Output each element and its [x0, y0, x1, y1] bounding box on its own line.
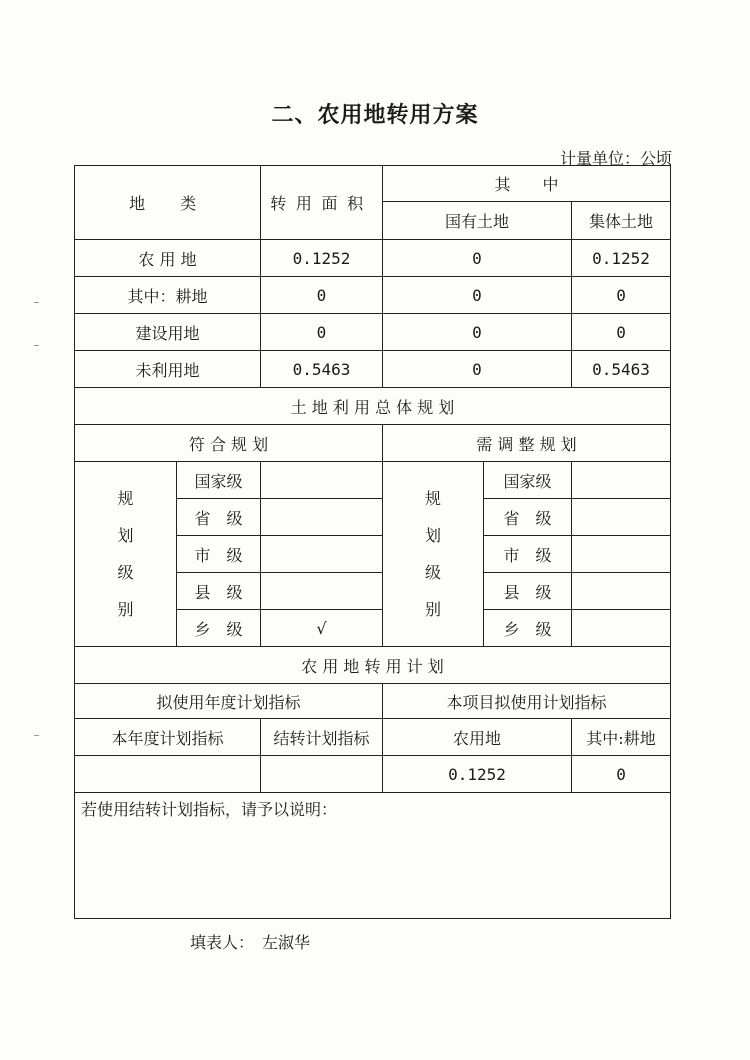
- row-area: 0.1252: [261, 240, 383, 277]
- note-cell: [75, 793, 671, 919]
- adjust-level-label: 规 划 级 别: [383, 462, 484, 647]
- conform-level: 省 级: [177, 499, 261, 536]
- col-carryover: 结转计划指标: [261, 719, 383, 756]
- row-state: 0: [383, 314, 572, 351]
- adjust-mark: [572, 573, 671, 610]
- header-collective-land: 集体土地: [572, 202, 671, 240]
- form-filler: 填表人： 左淑华: [190, 933, 311, 952]
- adjust-title: 需 调 整 规 划: [383, 425, 671, 462]
- header-area: 转用面积: [261, 166, 383, 240]
- conform-mark: [261, 536, 383, 573]
- row-state: 0: [383, 240, 572, 277]
- conform-mark: [261, 462, 383, 499]
- conform-mark: √: [261, 610, 383, 647]
- header-of-which: 其 中: [383, 166, 671, 202]
- header-state-land: 国有土地: [383, 202, 572, 240]
- adjust-mark: [572, 499, 671, 536]
- adjust-mark: [572, 536, 671, 573]
- adjust-level: 市 级: [484, 536, 572, 573]
- row-label: 未利用地: [75, 351, 261, 388]
- conform-title: 符 合 规 划: [75, 425, 383, 462]
- row-state: 0: [383, 351, 572, 388]
- val-arable: 0: [572, 756, 671, 793]
- col-farmland: 农用地: [383, 719, 572, 756]
- row-area: 0: [261, 314, 383, 351]
- row-collective: 0.5463: [572, 351, 671, 388]
- col-arable: 其中:耕地: [572, 719, 671, 756]
- table-row: [75, 314, 671, 351]
- col-this-year: 本年度计划指标: [75, 719, 261, 756]
- table-row: [75, 351, 671, 388]
- page-title: 二、农用地转用方案: [271, 103, 479, 128]
- row-collective: 0: [572, 277, 671, 314]
- conform-level-label: 规 划 级 别: [75, 462, 177, 647]
- conform-level: 国家级: [177, 462, 261, 499]
- adjust-level: 县 级: [484, 573, 572, 610]
- note-text: 若使用结转计划指标，请予以说明：: [81, 800, 338, 819]
- row-label: 农 用 地: [75, 240, 261, 277]
- planning-section-title: 土 地 利 用 总 体 规 划: [75, 388, 671, 425]
- margin-mark: [34, 735, 39, 736]
- adjust-level: 国家级: [484, 462, 572, 499]
- adjust-mark: [572, 610, 671, 647]
- row-label: 其中：耕地: [75, 277, 261, 314]
- adjust-level: 省 级: [484, 499, 572, 536]
- val-this-year: [75, 756, 261, 793]
- project-plan-title: 本项目拟使用计划指标: [383, 684, 671, 719]
- margin-mark: [34, 345, 39, 346]
- val-farmland: 0.1252: [383, 756, 572, 793]
- conversion-plan-section-title: 农 用 地 转 用 计 划: [75, 647, 671, 684]
- unit-label: 计量单位：公顷: [559, 149, 672, 168]
- conform-level: 乡 级: [177, 610, 261, 647]
- annual-plan-title: 拟使用年度计划指标: [75, 684, 383, 719]
- row-collective: 0: [572, 314, 671, 351]
- row-area: 0.5463: [261, 351, 383, 388]
- header-category: 地 类: [75, 166, 261, 240]
- table-row: [75, 240, 671, 277]
- conform-mark: [261, 573, 383, 610]
- row-collective: 0.1252: [572, 240, 671, 277]
- val-carryover: [261, 756, 383, 793]
- conform-level: 市 级: [177, 536, 261, 573]
- adjust-level: 乡 级: [484, 610, 572, 647]
- row-state: 0: [383, 277, 572, 314]
- adjust-mark: [572, 462, 671, 499]
- conversion-table: [74, 165, 671, 919]
- conform-mark: [261, 499, 383, 536]
- conform-level: 县 级: [177, 573, 261, 610]
- row-label: 建设用地: [75, 314, 261, 351]
- table-row: [75, 277, 671, 314]
- row-area: 0: [261, 277, 383, 314]
- margin-mark: [34, 302, 39, 303]
